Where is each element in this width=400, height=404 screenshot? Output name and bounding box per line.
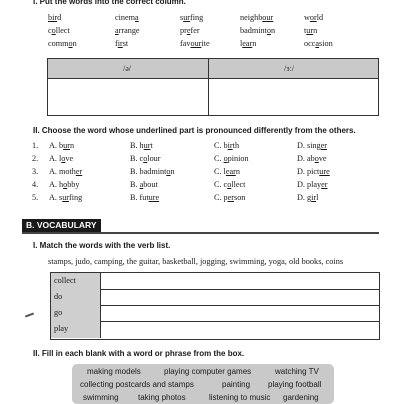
word-learn: learn	[240, 39, 257, 48]
option-2a[interactable]: A. love	[49, 154, 74, 163]
column-schwa-header: /ə/	[123, 64, 131, 73]
verb-table	[50, 272, 380, 340]
verb-label: play	[51, 321, 101, 338]
option-2c[interactable]: C. opinion	[214, 154, 249, 163]
verb-row-collect[interactable]	[51, 273, 379, 290]
question-number: 1.	[32, 141, 39, 150]
option-3a[interactable]: A. mother	[49, 167, 83, 176]
exercise-1-title: I. Put the words into the correct column.	[33, 0, 186, 6]
option-4c[interactable]: C. collect	[214, 180, 246, 189]
option-5b[interactable]: B. future	[130, 193, 160, 202]
question-number: 2.	[32, 154, 39, 163]
phrase-item: painting	[222, 380, 251, 389]
vocab-exercise-2-title: II. Fill in each blank with a word or phrase from the box.	[33, 349, 245, 358]
phrase-item: collecting postcards and stamps	[80, 380, 194, 389]
vocabulary-label: B. VOCABULARY	[22, 219, 101, 232]
question-number: 5.	[32, 193, 39, 202]
option-5c[interactable]: C. person	[214, 193, 246, 202]
verb-row-do[interactable]	[51, 289, 379, 306]
schwa-answer-area[interactable]	[50, 81, 205, 112]
sound-column-table	[47, 58, 379, 116]
word-surfing: surfing	[180, 13, 204, 22]
word-cinema: cinema	[115, 13, 139, 22]
word-favourite: favourite	[180, 39, 210, 48]
option-3b[interactable]: B. badminton	[130, 167, 175, 176]
word-turn: turn	[304, 26, 318, 35]
option-1d[interactable]: D. singer	[297, 141, 328, 150]
word-list: stamps, judo, camping, the guitar, basketball, jogging, swimming, yoga, old books, coins	[48, 257, 344, 266]
option-4a[interactable]: A. hobby	[49, 180, 80, 189]
phrase-item: listening to music	[209, 393, 271, 402]
phrase-item: taking photos	[138, 393, 186, 402]
option-1b[interactable]: B. hurt	[130, 141, 153, 150]
phrase-item: swimming	[83, 393, 119, 402]
question-number: 4.	[32, 180, 39, 189]
option-2d[interactable]: D. above	[297, 154, 327, 163]
phrase-box	[72, 364, 334, 404]
word-first: first	[115, 39, 129, 48]
option-1a[interactable]: A. burn	[49, 141, 75, 150]
vocabulary-section-header	[22, 219, 379, 234]
word-neighbour: neighbour	[240, 13, 274, 22]
pen-mark	[25, 313, 34, 318]
word-world: world	[304, 13, 324, 22]
verb-row-go[interactable]	[51, 305, 379, 322]
word-badminton: badminton	[240, 26, 276, 35]
column-er-header: /ɜː/	[284, 64, 295, 73]
verb-label: do	[51, 289, 101, 305]
option-1c[interactable]: C. birth	[214, 141, 240, 150]
question-number: 3.	[32, 167, 39, 176]
option-5a[interactable]: A. surfing	[49, 193, 83, 202]
exercise-2-title: II. Choose the word whose underlined part is pronounced differently from the others.	[33, 126, 356, 135]
phrase-item: playing football	[268, 380, 322, 389]
word-occasion: occasion	[304, 39, 333, 48]
word-arrange: arrange	[115, 26, 140, 35]
vocab-exercise-1-title: I. Match the words with the verb list.	[33, 241, 171, 250]
sound-table-header	[48, 59, 378, 79]
phrase-item: gardening	[283, 393, 319, 402]
word-bird: bird	[48, 13, 62, 22]
option-4d[interactable]: D. player	[297, 180, 328, 189]
word-common: common	[48, 39, 77, 48]
word-collect: collect	[48, 26, 70, 35]
option-4b[interactable]: B. about	[130, 180, 158, 189]
verb-label: go	[51, 305, 101, 321]
er-answer-area[interactable]	[211, 81, 375, 112]
verb-label: collect	[51, 273, 101, 289]
verb-row-play[interactable]	[51, 321, 379, 338]
phrase-item: playing computer games	[164, 367, 252, 376]
option-3c[interactable]: C. learn	[214, 167, 240, 176]
phrase-item: watching TV	[275, 367, 319, 376]
option-2b[interactable]: B. colour	[130, 154, 161, 163]
option-3d[interactable]: D. picture	[297, 167, 330, 176]
option-5d[interactable]: D. girl	[297, 193, 319, 202]
phrase-item: making models	[87, 367, 141, 376]
word-prefer: prefer	[180, 26, 200, 35]
